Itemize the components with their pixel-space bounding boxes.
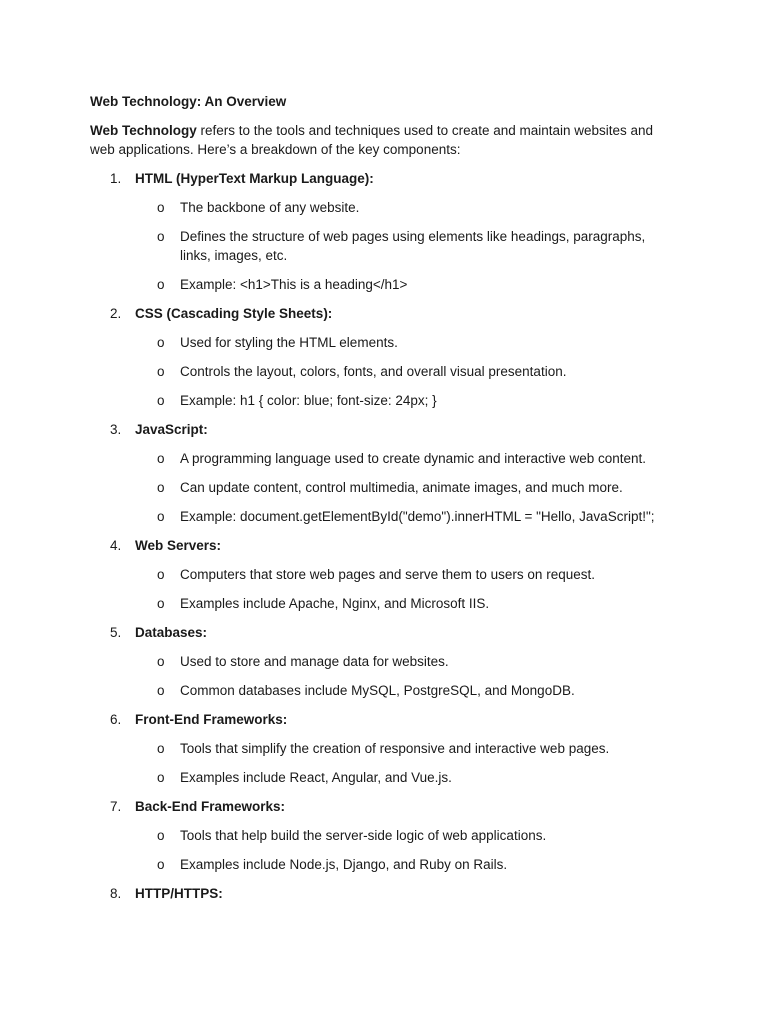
bullet-text: Common databases include MySQL, PostgreSQL, and MongoDB. bbox=[180, 683, 575, 698]
section-number: 3. bbox=[110, 422, 122, 437]
bullet-item bbox=[135, 855, 660, 874]
intro-bold-term: Web Technology bbox=[90, 123, 197, 138]
bullet-item bbox=[135, 227, 660, 265]
bullet-marker-icon: o bbox=[157, 741, 165, 756]
section-item bbox=[90, 710, 660, 787]
bullet-marker-icon: o bbox=[157, 770, 165, 785]
bullet-text: Tools that simplify the creation of responsive and interactive web pages. bbox=[180, 741, 610, 756]
bullet-item bbox=[135, 333, 660, 352]
section-heading: JavaScript: bbox=[135, 422, 208, 437]
bullet-item bbox=[135, 826, 660, 845]
section-heading: HTTP/HTTPS: bbox=[135, 886, 223, 901]
bullet-text: Controls the layout, colors, fonts, and overall visual presentation. bbox=[180, 364, 567, 379]
bullet-text: Examples include React, Angular, and Vue.js. bbox=[180, 770, 452, 785]
bullet-text: Used for styling the HTML elements. bbox=[180, 335, 398, 350]
bullet-item bbox=[135, 275, 660, 294]
section-heading: CSS (Cascading Style Sheets): bbox=[135, 306, 333, 321]
intro-text: refers to the tools and techniques used to create and maintain websites and web applications. Here’s a breakdown of the key components: bbox=[90, 123, 654, 157]
section-item bbox=[90, 536, 660, 613]
bullet-marker-icon: o bbox=[157, 277, 165, 292]
section-item bbox=[90, 420, 660, 526]
bullet-marker-icon: o bbox=[157, 509, 165, 524]
bullet-text: Tools that help build the server-side logic of web applications. bbox=[180, 828, 547, 843]
bullet-list bbox=[135, 449, 660, 526]
intro-paragraph bbox=[90, 121, 660, 159]
bullet-marker-icon: o bbox=[157, 335, 165, 350]
bullet-marker-icon: o bbox=[157, 683, 165, 698]
document-title: Web Technology: An Overview bbox=[90, 94, 287, 109]
bullet-marker-icon: o bbox=[157, 480, 165, 495]
bullet-marker-icon: o bbox=[157, 567, 165, 582]
bullet-text: Example: <h1>This is a heading</h1> bbox=[180, 277, 408, 292]
bullet-item bbox=[135, 478, 660, 497]
bullet-text: Used to store and manage data for websites. bbox=[180, 654, 449, 669]
section-heading: Web Servers: bbox=[135, 538, 222, 553]
section-number: 4. bbox=[110, 538, 122, 553]
section-heading: Back-End Frameworks: bbox=[135, 799, 286, 814]
section-number: 2. bbox=[110, 306, 122, 321]
section-number: 6. bbox=[110, 712, 122, 727]
bullet-marker-icon: o bbox=[157, 200, 165, 215]
bullet-text: The backbone of any website. bbox=[180, 200, 360, 215]
bullet-text: Example: h1 { color: blue; font-size: 24px; } bbox=[180, 393, 437, 408]
bullet-item bbox=[135, 391, 660, 410]
bullet-marker-icon: o bbox=[157, 857, 165, 872]
bullet-marker-icon: o bbox=[157, 364, 165, 379]
section-number: 8. bbox=[110, 886, 122, 901]
bullet-text: Example: document.getElementById("demo").innerHTML = "Hello, JavaScript!"; bbox=[180, 509, 655, 524]
bullet-list bbox=[135, 198, 660, 294]
bullet-list bbox=[135, 333, 660, 410]
bullet-list bbox=[135, 826, 660, 874]
bullet-marker-icon: o bbox=[157, 393, 165, 408]
bullet-text: A programming language used to create dynamic and interactive web content. bbox=[180, 451, 647, 466]
section-heading: Front-End Frameworks: bbox=[135, 712, 288, 727]
section-item bbox=[90, 884, 660, 903]
bullet-item bbox=[135, 198, 660, 217]
bullet-text: Examples include Node.js, Django, and Ruby on Rails. bbox=[180, 857, 508, 872]
section-heading: Databases: bbox=[135, 625, 208, 640]
bullet-text: Defines the structure of web pages using elements like headings, paragraphs, links, images, etc. bbox=[180, 229, 646, 263]
bullet-item bbox=[135, 449, 660, 468]
section-number: 1. bbox=[110, 171, 122, 186]
bullet-item bbox=[135, 768, 660, 787]
bullet-item bbox=[135, 594, 660, 613]
bullet-list bbox=[135, 565, 660, 613]
section-item bbox=[90, 623, 660, 700]
bullet-item bbox=[135, 362, 660, 381]
section-item bbox=[90, 797, 660, 874]
bullet-marker-icon: o bbox=[157, 451, 165, 466]
bullet-text: Can update content, control multimedia, animate images, and much more. bbox=[180, 480, 623, 495]
bullet-marker-icon: o bbox=[157, 596, 165, 611]
bullet-item bbox=[135, 681, 660, 700]
section-heading: HTML (HyperText Markup Language): bbox=[135, 171, 374, 186]
section-item bbox=[90, 304, 660, 410]
bullet-text: Computers that store web pages and serve them to users on request. bbox=[180, 567, 595, 582]
bullet-text: Examples include Apache, Nginx, and Microsoft IIS. bbox=[180, 596, 490, 611]
bullet-item bbox=[135, 652, 660, 671]
section-number: 7. bbox=[110, 799, 122, 814]
bullet-item bbox=[135, 739, 660, 758]
bullet-list bbox=[135, 739, 660, 787]
bullet-item bbox=[135, 507, 660, 526]
bullet-marker-icon: o bbox=[157, 229, 165, 244]
sections-list bbox=[90, 169, 660, 903]
bullet-marker-icon: o bbox=[157, 654, 165, 669]
bullet-list bbox=[135, 652, 660, 700]
section-number: 5. bbox=[110, 625, 122, 640]
bullet-item bbox=[135, 565, 660, 584]
section-item bbox=[90, 169, 660, 294]
bullet-marker-icon: o bbox=[157, 828, 165, 843]
document-page bbox=[90, 92, 660, 913]
